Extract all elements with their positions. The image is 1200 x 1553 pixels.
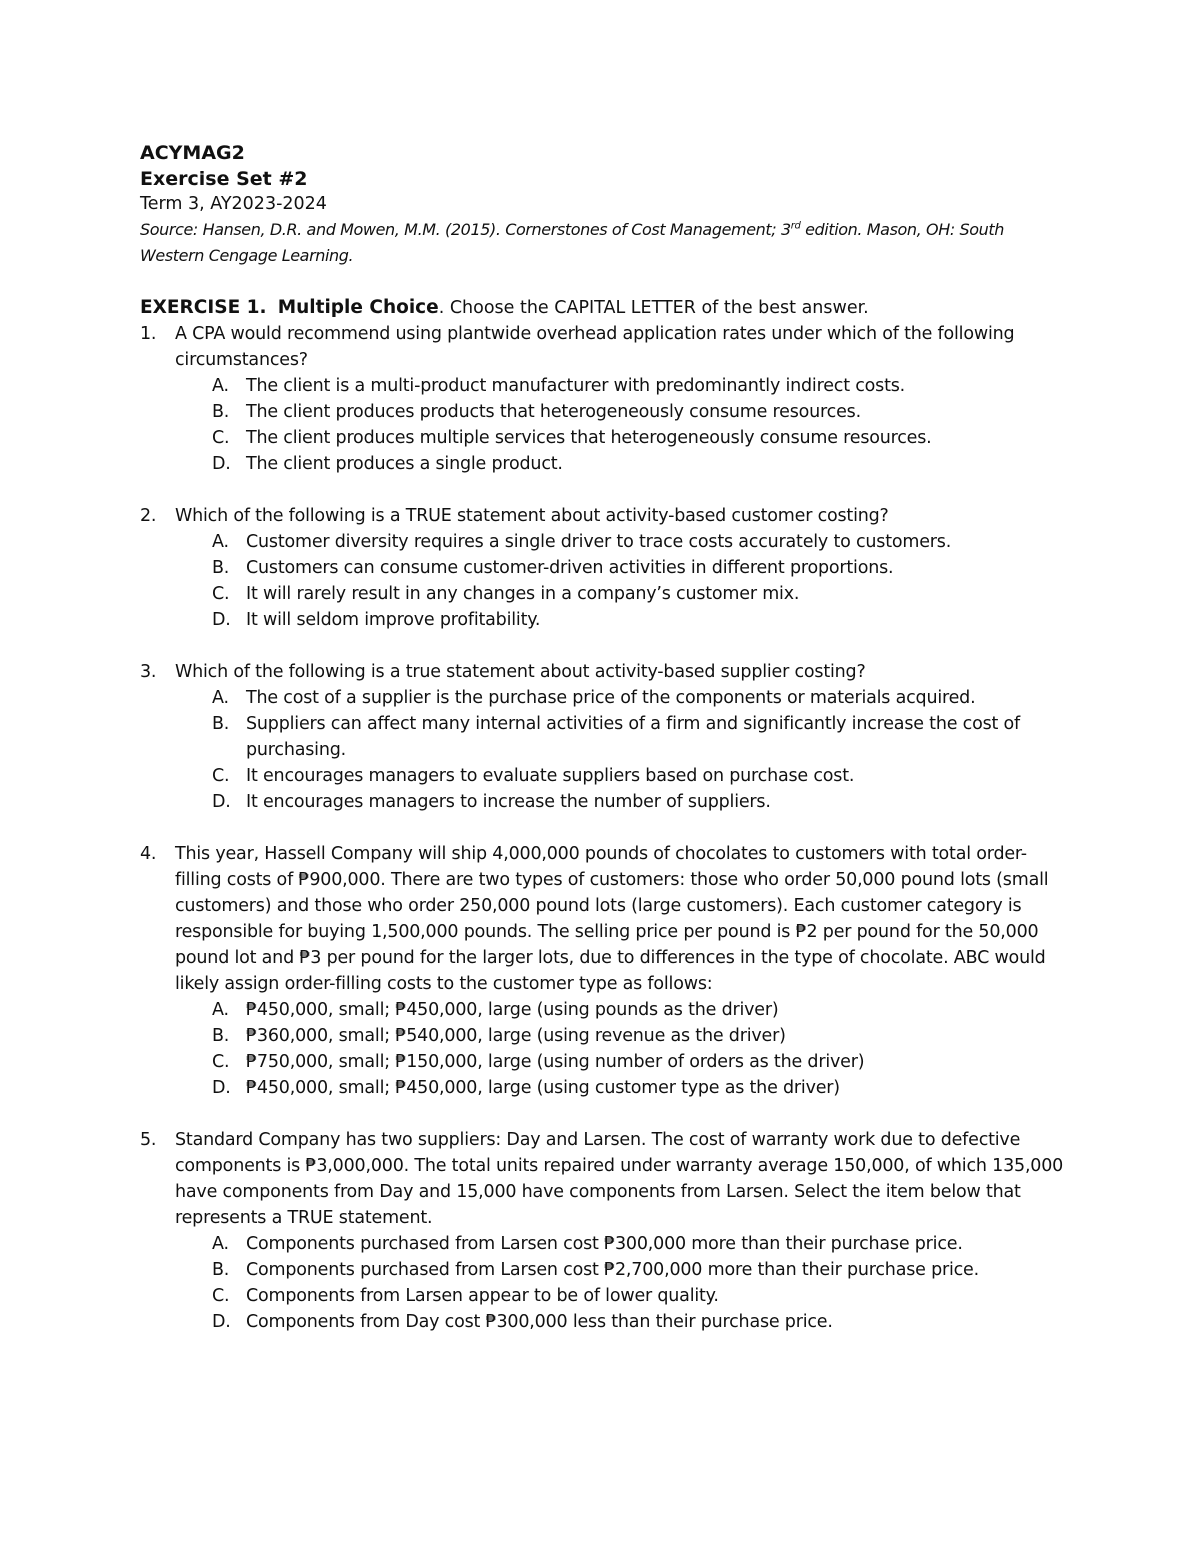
choice-letter: A. bbox=[212, 688, 229, 708]
source-text-post: edition. Mason, OH: South Western Cengage Learning. bbox=[140, 220, 1005, 265]
choice-text: It encourages managers to increase the number of suppliers. bbox=[246, 792, 771, 812]
exercise-label: EXERCISE 1. bbox=[140, 297, 267, 318]
question-number: 2. bbox=[140, 506, 157, 526]
choice-item bbox=[175, 711, 1070, 763]
choice-item bbox=[175, 685, 1070, 711]
question-2 bbox=[140, 503, 1070, 633]
choice-text: The client produces multiple services that heterogeneously consume resources. bbox=[246, 428, 932, 448]
choice-text: Components purchased from Larsen cost ₱2,700,000 more than their purchase price. bbox=[246, 1260, 979, 1280]
choice-item bbox=[175, 425, 1070, 451]
choice-letter: A. bbox=[212, 1000, 229, 1020]
choice-letter: B. bbox=[212, 1026, 230, 1046]
question-number: 4. bbox=[140, 844, 157, 864]
choice-text: It will rarely result in any changes in a company’s customer mix. bbox=[246, 584, 800, 604]
choice-text: ₱750,000, small; ₱150,000, large (using number of orders as the driver) bbox=[246, 1052, 865, 1072]
choice-letter: D. bbox=[212, 1312, 231, 1332]
choice-letter: C. bbox=[212, 1286, 230, 1306]
document-page bbox=[140, 140, 1070, 1335]
choice-letter: C. bbox=[212, 584, 230, 604]
question-text: A CPA would recommend using plantwide overhead application rates under which of the following circumstances? bbox=[175, 324, 1015, 370]
choice-text: Customers can consume customer-driven activities in different proportions. bbox=[246, 558, 894, 578]
choice-letter: D. bbox=[212, 454, 231, 474]
choice-letter: D. bbox=[212, 1078, 231, 1098]
question-number: 3. bbox=[140, 662, 157, 682]
choice-letter: D. bbox=[212, 610, 231, 630]
choice-letter: B. bbox=[212, 714, 230, 734]
choice-item bbox=[175, 529, 1070, 555]
choice-item bbox=[175, 1075, 1070, 1101]
choice-text: It will seldom improve profitability. bbox=[246, 610, 541, 630]
question-1 bbox=[140, 321, 1070, 477]
choice-text: The cost of a supplier is the purchase price of the components or materials acquired. bbox=[246, 688, 976, 708]
choice-letter: A. bbox=[212, 1234, 229, 1254]
choice-text: Components from Larsen appear to be of lower quality. bbox=[246, 1286, 719, 1306]
source-text-pre: Source: Hansen, D.R. and Mowen, M.M. (2015). Cornerstones of Cost Management; 3 bbox=[140, 220, 791, 239]
question-text: Which of the following is a TRUE statement about activity-based customer costing? bbox=[175, 506, 889, 526]
question-4 bbox=[140, 841, 1070, 1101]
choice-text: The client is a multi-product manufacturer with predominantly indirect costs. bbox=[246, 376, 906, 396]
choice-text: ₱360,000, small; ₱540,000, large (using revenue as the driver) bbox=[246, 1026, 786, 1046]
choice-item bbox=[175, 763, 1070, 789]
course-code: ACYMAG2 bbox=[140, 142, 245, 164]
choice-letter: D. bbox=[212, 792, 231, 812]
question-text: This year, Hassell Company will ship 4,000,000 pounds of chocolates to customers with total order-filling costs of ₱900,000. There are two types of customers: those who order 50,000 pound lots (small customers) and those who order 250,000 pound lots (large customers). Each customer category is responsible for buying 1,500,000 pounds. The selling price per pound is ₱2 per pound for the 50,000 pound lot and ₱3 per pound for the larger lots, due to differences in the type of chocolate. ABC would likely assign order-filling costs to the customer type as follows: bbox=[175, 844, 1049, 994]
choice-letter: A. bbox=[212, 376, 229, 396]
choice-item bbox=[175, 399, 1070, 425]
choice-letter: A. bbox=[212, 532, 229, 552]
question-list bbox=[140, 321, 1070, 1335]
choice-item bbox=[175, 607, 1070, 633]
choice-list bbox=[175, 997, 1070, 1101]
source-superscript: rd bbox=[790, 220, 801, 232]
choice-letter: B. bbox=[212, 558, 230, 578]
choice-list bbox=[175, 1231, 1070, 1335]
question-text: Standard Company has two suppliers: Day and Larsen. The cost of warranty work due to defective components is ₱3,000,000. The total units repaired under warranty average 150,000, of which 135,000 have components from Day and 15,000 have components from Larsen. Select the item below that represents a TRUE statement. bbox=[175, 1130, 1064, 1228]
choice-list bbox=[175, 685, 1070, 815]
choice-item bbox=[175, 581, 1070, 607]
choice-item bbox=[175, 373, 1070, 399]
question-number: 1. bbox=[140, 324, 157, 344]
choice-letter: B. bbox=[212, 1260, 230, 1280]
exercise-heading bbox=[140, 295, 1070, 321]
choice-text: It encourages managers to evaluate suppliers based on purchase cost. bbox=[246, 766, 855, 786]
choice-text: The client produces a single product. bbox=[246, 454, 563, 474]
choice-text: Suppliers can affect many internal activities of a firm and significantly increase the cost of purchasing. bbox=[246, 714, 1020, 760]
choice-letter: C. bbox=[212, 766, 230, 786]
choice-item bbox=[175, 1283, 1070, 1309]
choice-item bbox=[175, 1023, 1070, 1049]
choice-list bbox=[175, 373, 1070, 477]
choice-letter: C. bbox=[212, 1052, 230, 1072]
source-citation bbox=[140, 217, 1070, 269]
choice-item bbox=[175, 555, 1070, 581]
choice-text: Components purchased from Larsen cost ₱300,000 more than their purchase price. bbox=[246, 1234, 963, 1254]
choice-text: Customer diversity requires a single driver to trace costs accurately to customers. bbox=[246, 532, 952, 552]
choice-item bbox=[175, 1309, 1070, 1335]
exercise-set-title: Exercise Set #2 bbox=[140, 168, 308, 190]
choice-item bbox=[175, 451, 1070, 477]
exercise-instruction: . Choose the CAPITAL LETTER of the best answer. bbox=[438, 298, 869, 318]
choice-text: Components from Day cost ₱300,000 less than their purchase price. bbox=[246, 1312, 833, 1332]
question-5 bbox=[140, 1127, 1070, 1335]
choice-item bbox=[175, 997, 1070, 1023]
choice-item bbox=[175, 1231, 1070, 1257]
choice-text: ₱450,000, small; ₱450,000, large (using customer type as the driver) bbox=[246, 1078, 840, 1098]
choice-item bbox=[175, 1049, 1070, 1075]
question-3 bbox=[140, 659, 1070, 815]
choice-letter: C. bbox=[212, 428, 230, 448]
term-line: Term 3, AY2023-2024 bbox=[140, 194, 327, 214]
exercise-title: Multiple Choice bbox=[277, 297, 439, 318]
choice-list bbox=[175, 529, 1070, 633]
choice-text: The client produces products that heterogeneously consume resources. bbox=[246, 402, 861, 422]
choice-text: ₱450,000, small; ₱450,000, large (using pounds as the driver) bbox=[246, 1000, 779, 1020]
question-number: 5. bbox=[140, 1130, 157, 1150]
choice-item bbox=[175, 1257, 1070, 1283]
choice-item bbox=[175, 789, 1070, 815]
question-text: Which of the following is a true statement about activity-based supplier costing? bbox=[175, 662, 866, 682]
choice-letter: B. bbox=[212, 402, 230, 422]
